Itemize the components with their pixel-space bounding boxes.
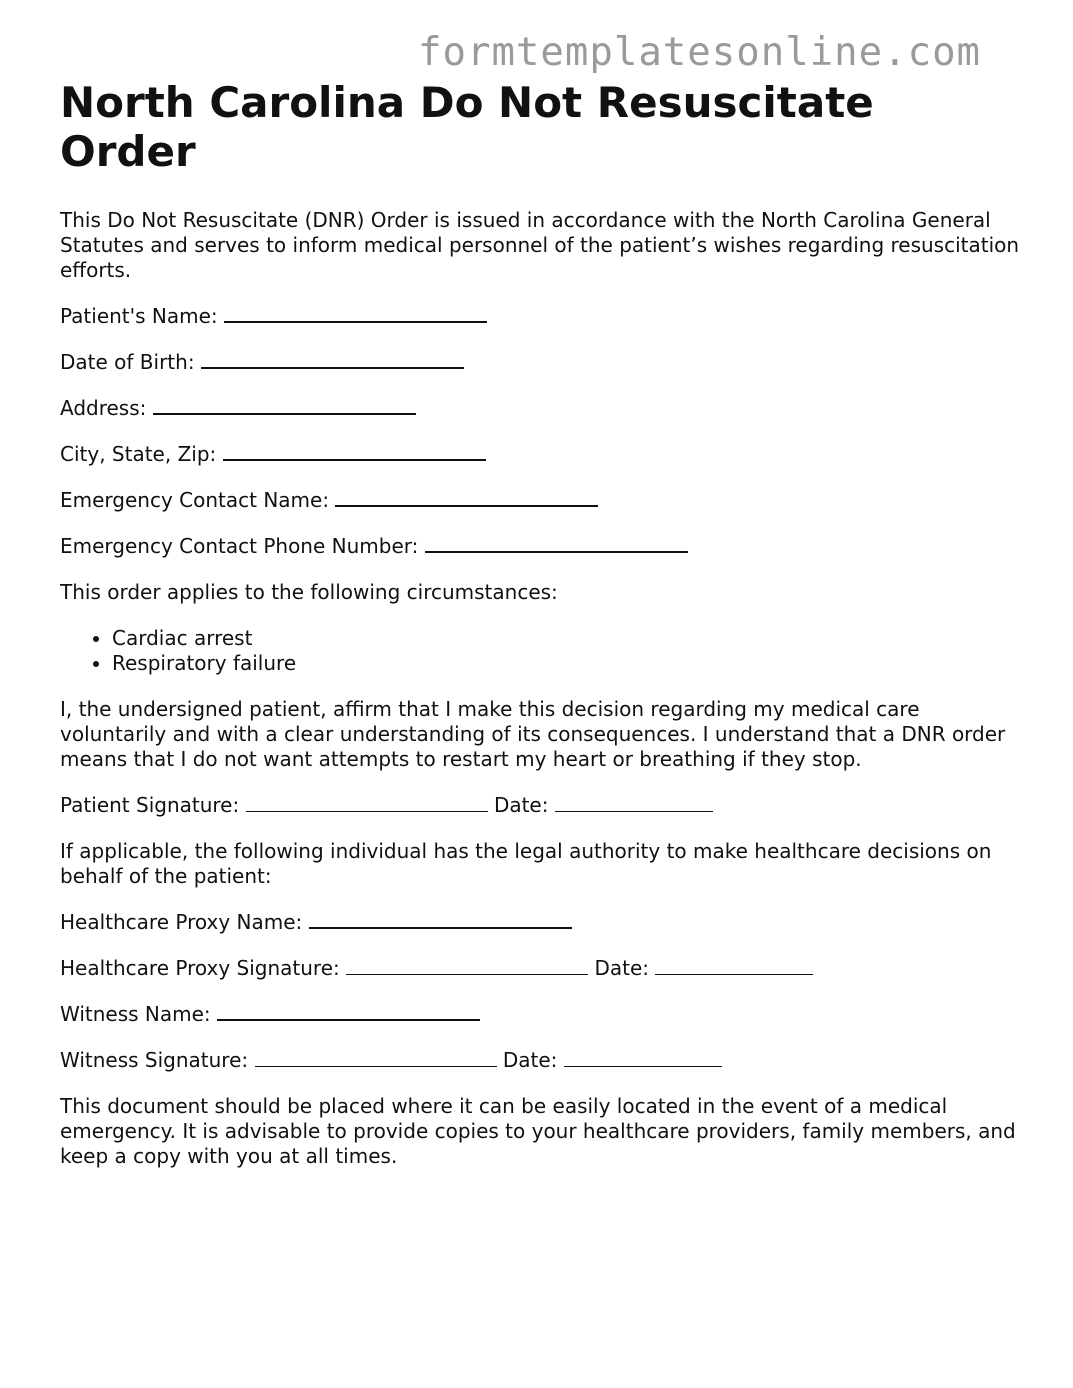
witness-signature-label: Witness Signature: bbox=[60, 1048, 249, 1072]
proxy-name-row bbox=[60, 910, 1020, 935]
patient-name-label: Patient's Name: bbox=[60, 304, 218, 328]
list-item: • Respiratory failure bbox=[112, 651, 1020, 676]
emergency-contact-phone-label: Emergency Contact Phone Number: bbox=[60, 534, 419, 558]
patient-signature-date-label: Date: bbox=[493, 793, 549, 817]
proxy-signature-field[interactable] bbox=[346, 958, 588, 975]
proxy-signature-row bbox=[60, 956, 1020, 981]
patient-name-field[interactable] bbox=[224, 305, 487, 323]
patient-signature-date-field[interactable] bbox=[555, 795, 713, 812]
emergency-contact-phone-row bbox=[60, 534, 1020, 559]
witness-signature-date-label: Date: bbox=[502, 1048, 558, 1072]
patient-signature-label: Patient Signature: bbox=[60, 793, 240, 817]
emergency-contact-name-row bbox=[60, 488, 1020, 513]
city-state-zip-field[interactable] bbox=[223, 443, 486, 461]
date-of-birth-field[interactable] bbox=[201, 351, 464, 369]
witness-signature-field[interactable] bbox=[255, 1050, 497, 1067]
address-label: Address: bbox=[60, 396, 147, 420]
emergency-contact-name-field[interactable] bbox=[335, 489, 598, 507]
document-title: North Carolina Do Not Resuscitate Order bbox=[60, 78, 874, 176]
city-state-zip-row bbox=[60, 442, 1020, 467]
list-item: • Cardiac arrest bbox=[112, 626, 1020, 651]
patient-signature-row bbox=[60, 793, 1020, 818]
proxy-intro: If applicable, the following individual has the legal authority to make healthcare decisions on behalf of the patient: bbox=[60, 839, 992, 888]
proxy-name-field[interactable] bbox=[309, 911, 572, 929]
emergency-contact-name-label: Emergency Contact Name: bbox=[60, 488, 330, 512]
address-field[interactable] bbox=[153, 397, 416, 415]
patient-name-row bbox=[60, 304, 1020, 329]
proxy-name-label: Healthcare Proxy Name: bbox=[60, 910, 303, 934]
city-state-zip-label: City, State, Zip: bbox=[60, 442, 217, 466]
date-of-birth-label: Date of Birth: bbox=[60, 350, 195, 374]
proxy-signature-label: Healthcare Proxy Signature: bbox=[60, 956, 340, 980]
witness-signature-date-field[interactable] bbox=[564, 1050, 722, 1067]
affirmation-paragraph: I, the undersigned patient, affirm that I make this decision regarding my medical care voluntarily and with a clear understanding of its consequences. I understand that a DNR order means that I do not want attempts to restart my heart or breathing if they stop. bbox=[60, 697, 1006, 771]
witness-name-label: Witness Name: bbox=[60, 1002, 211, 1026]
watermark: formtemplatesonline.com bbox=[418, 30, 982, 75]
document-page bbox=[60, 78, 1020, 1169]
address-row bbox=[60, 396, 1020, 421]
proxy-signature-date-field[interactable] bbox=[655, 958, 813, 975]
witness-signature-row bbox=[60, 1048, 1020, 1073]
witness-name-field[interactable] bbox=[217, 1003, 480, 1021]
proxy-signature-date-label: Date: bbox=[594, 956, 650, 980]
closing-paragraph: This document should be placed where it can be easily located in the event of a medical emergency. It is advisable to provide copies to your healthcare providers, family members, and keep a copy with you at all times. bbox=[60, 1094, 1016, 1168]
patient-signature-field[interactable] bbox=[246, 795, 488, 812]
witness-name-row bbox=[60, 1002, 1020, 1027]
intro-paragraph: This Do Not Resuscitate (DNR) Order is issued in accordance with the North Carolina General Statutes and serves to inform medical personnel of the patient’s wishes regarding resuscitation efforts. bbox=[60, 208, 1020, 282]
date-of-birth-row bbox=[60, 350, 1020, 375]
circumstances-list bbox=[60, 626, 1020, 676]
circumstances-intro: This order applies to the following circumstances: bbox=[60, 580, 558, 604]
emergency-contact-phone-field[interactable] bbox=[425, 535, 688, 553]
